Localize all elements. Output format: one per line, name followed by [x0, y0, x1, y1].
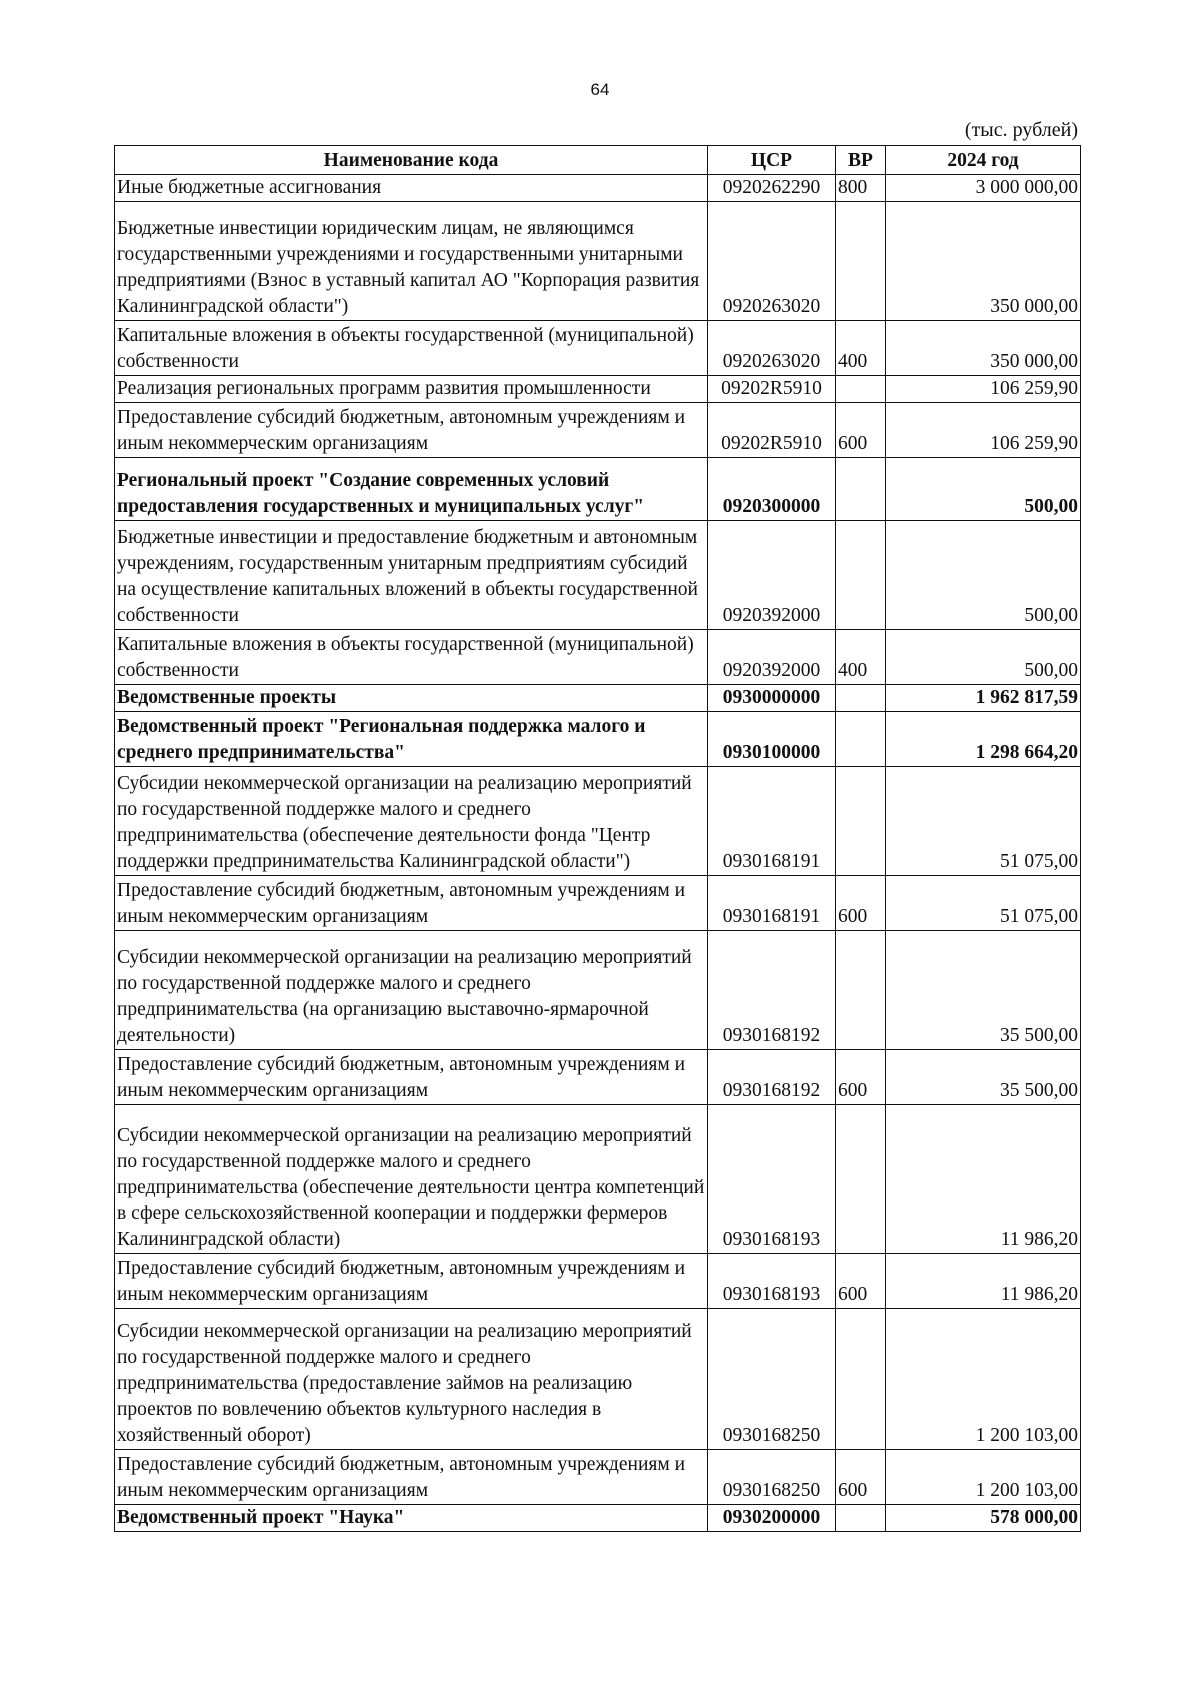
cell-vr: 600: [836, 876, 886, 931]
table-row: [115, 202, 1081, 321]
cell-csr: 0930168250: [708, 1450, 836, 1505]
table-row: [115, 712, 1081, 767]
cell-amount: 1 200 103,00: [886, 1450, 1081, 1505]
table-row: [115, 931, 1081, 1050]
cell-vr: [836, 202, 886, 321]
cell-amount: 350 000,00: [886, 202, 1081, 321]
cell-vr: 600: [836, 1254, 886, 1309]
table-row: [115, 1105, 1081, 1254]
cell-vr: 600: [836, 403, 886, 458]
cell-amount: 1 962 817,59: [886, 685, 1081, 712]
cell-csr: 0930200000: [708, 1505, 836, 1532]
cell-csr: 0930000000: [708, 685, 836, 712]
cell-amount: 578 000,00: [886, 1505, 1081, 1532]
cell-csr: 0930168193: [708, 1105, 836, 1254]
cell-vr: 400: [836, 321, 886, 376]
cell-amount: 106 259,90: [886, 376, 1081, 403]
table-row: [115, 767, 1081, 876]
cell-amount: 11 986,20: [886, 1254, 1081, 1309]
table-row: [115, 685, 1081, 712]
cell-vr: [836, 376, 886, 403]
column-header-year: 2024 год: [886, 146, 1081, 175]
cell-name: Субсидии некоммерческой организации на реализацию мероприятий по государственной поддержке малого и среднего предпринимательства (обеспечение деятельности фонда "Центр поддержки предпринимательства Калининградской области"): [115, 767, 708, 876]
cell-name: Субсидии некоммерческой организации на реализацию мероприятий по государственной поддержке малого и среднего предпринимательства (на организацию выставочно-ярмарочной деятельности): [115, 931, 708, 1050]
cell-vr: [836, 1105, 886, 1254]
cell-amount: 35 500,00: [886, 1050, 1081, 1105]
column-header-csr: ЦСР: [708, 146, 836, 175]
cell-vr: [836, 1309, 886, 1450]
cell-name: Ведомственный проект "Региональная поддержка малого и среднего предпринимательства": [115, 712, 708, 767]
cell-name: Предоставление субсидий бюджетным, автономным учреждениям и иным некоммерческим организациям: [115, 1050, 708, 1105]
units-label: (тыс. рублей): [964, 119, 1078, 141]
cell-csr: 0930100000: [708, 712, 836, 767]
cell-amount: 51 075,00: [886, 767, 1081, 876]
cell-name: Капитальные вложения в объекты государственной (муниципальной) собственности: [115, 630, 708, 685]
cell-vr: [836, 767, 886, 876]
cell-amount: 500,00: [886, 458, 1081, 521]
cell-amount: 3 000 000,00: [886, 175, 1081, 202]
cell-name: Предоставление субсидий бюджетным, автономным учреждениям и иным некоммерческим организациям: [115, 403, 708, 458]
budget-table: [114, 145, 1081, 1532]
cell-name: Бюджетные инвестиции юридическим лицам, не являющимся государственными учреждениями и государственными унитарными предприятиями (Взнос в уставный капитал АО "Корпорация развития Калининградской области"): [115, 202, 708, 321]
cell-name: Региональный проект "Создание современных условий предоставления государственных и муниципальных услуг": [115, 458, 708, 521]
cell-amount: 500,00: [886, 521, 1081, 630]
cell-amount: 51 075,00: [886, 876, 1081, 931]
cell-vr: 600: [836, 1050, 886, 1105]
cell-csr: 0930168192: [708, 931, 836, 1050]
cell-csr: 0920392000: [708, 521, 836, 630]
page-number: 64: [590, 80, 610, 99]
cell-vr: [836, 685, 886, 712]
cell-name: Бюджетные инвестиции и предоставление бюджетным и автономным учреждениям, государственным унитарным предприятиям субсидий на осуществление капитальных вложений в объекты государственной собственности: [115, 521, 708, 630]
table-row: [115, 175, 1081, 202]
cell-csr: 09202R5910: [708, 376, 836, 403]
cell-csr: 0930168192: [708, 1050, 836, 1105]
table-row: [115, 1050, 1081, 1105]
cell-name: Предоставление субсидий бюджетным, автономным учреждениям и иным некоммерческим организациям: [115, 876, 708, 931]
cell-csr: 0930168191: [708, 876, 836, 931]
table-row: [115, 876, 1081, 931]
table-row: [115, 1505, 1081, 1532]
cell-name: Субсидии некоммерческой организации на реализацию мероприятий по государственной поддержке малого и среднего предпринимательства (обеспечение деятельности центра компетенций в сфере сельскохозяйственной кооперации и поддержки фермеров Калининградской области): [115, 1105, 708, 1254]
cell-amount: 35 500,00: [886, 931, 1081, 1050]
table-row: [115, 630, 1081, 685]
table-row: [115, 1309, 1081, 1450]
cell-name: Ведомственный проект "Наука": [115, 1505, 708, 1532]
table-row: [115, 1450, 1081, 1505]
cell-csr: 0930168193: [708, 1254, 836, 1309]
cell-name: Субсидии некоммерческой организации на реализацию мероприятий по государственной поддержке малого и среднего предпринимательства (предоставление займов на реализацию проектов по вовлечению объектов культурного наследия в хозяйственный оборот): [115, 1309, 708, 1450]
cell-amount: 1 200 103,00: [886, 1309, 1081, 1450]
table-row: [115, 1254, 1081, 1309]
cell-name: Реализация региональных программ развития промышленности: [115, 376, 708, 403]
cell-name: Капитальные вложения в объекты государственной (муниципальной) собственности: [115, 321, 708, 376]
cell-name: Иные бюджетные ассигнования: [115, 175, 708, 202]
cell-csr: 0920263020: [708, 321, 836, 376]
cell-csr: 0920263020: [708, 202, 836, 321]
column-header-name: Наименование кода: [115, 146, 708, 175]
cell-name: Предоставление субсидий бюджетным, автономным учреждениям и иным некоммерческим организациям: [115, 1254, 708, 1309]
table-row: [115, 458, 1081, 521]
cell-csr: 0920392000: [708, 630, 836, 685]
cell-vr: [836, 931, 886, 1050]
cell-amount: 500,00: [886, 630, 1081, 685]
cell-csr: 0930168191: [708, 767, 836, 876]
cell-csr: 0920300000: [708, 458, 836, 521]
cell-csr: 0930168250: [708, 1309, 836, 1450]
cell-name: Ведомственные проекты: [115, 685, 708, 712]
cell-amount: 11 986,20: [886, 1105, 1081, 1254]
cell-vr: [836, 712, 886, 767]
cell-name: Предоставление субсидий бюджетным, автономным учреждениям и иным некоммерческим организациям: [115, 1450, 708, 1505]
cell-amount: 350 000,00: [886, 321, 1081, 376]
cell-vr: 800: [836, 175, 886, 202]
column-header-vr: ВР: [836, 146, 886, 175]
table-row: [115, 376, 1081, 403]
table-row: [115, 321, 1081, 376]
cell-vr: 600: [836, 1450, 886, 1505]
table-row: [115, 521, 1081, 630]
cell-csr: 0920262290: [708, 175, 836, 202]
table-row: [115, 403, 1081, 458]
cell-vr: [836, 1505, 886, 1532]
cell-csr: 09202R5910: [708, 403, 836, 458]
cell-vr: [836, 458, 886, 521]
cell-vr: [836, 521, 886, 630]
cell-vr: 400: [836, 630, 886, 685]
cell-amount: 1 298 664,20: [886, 712, 1081, 767]
table-header-row: [115, 146, 1081, 175]
cell-amount: 106 259,90: [886, 403, 1081, 458]
